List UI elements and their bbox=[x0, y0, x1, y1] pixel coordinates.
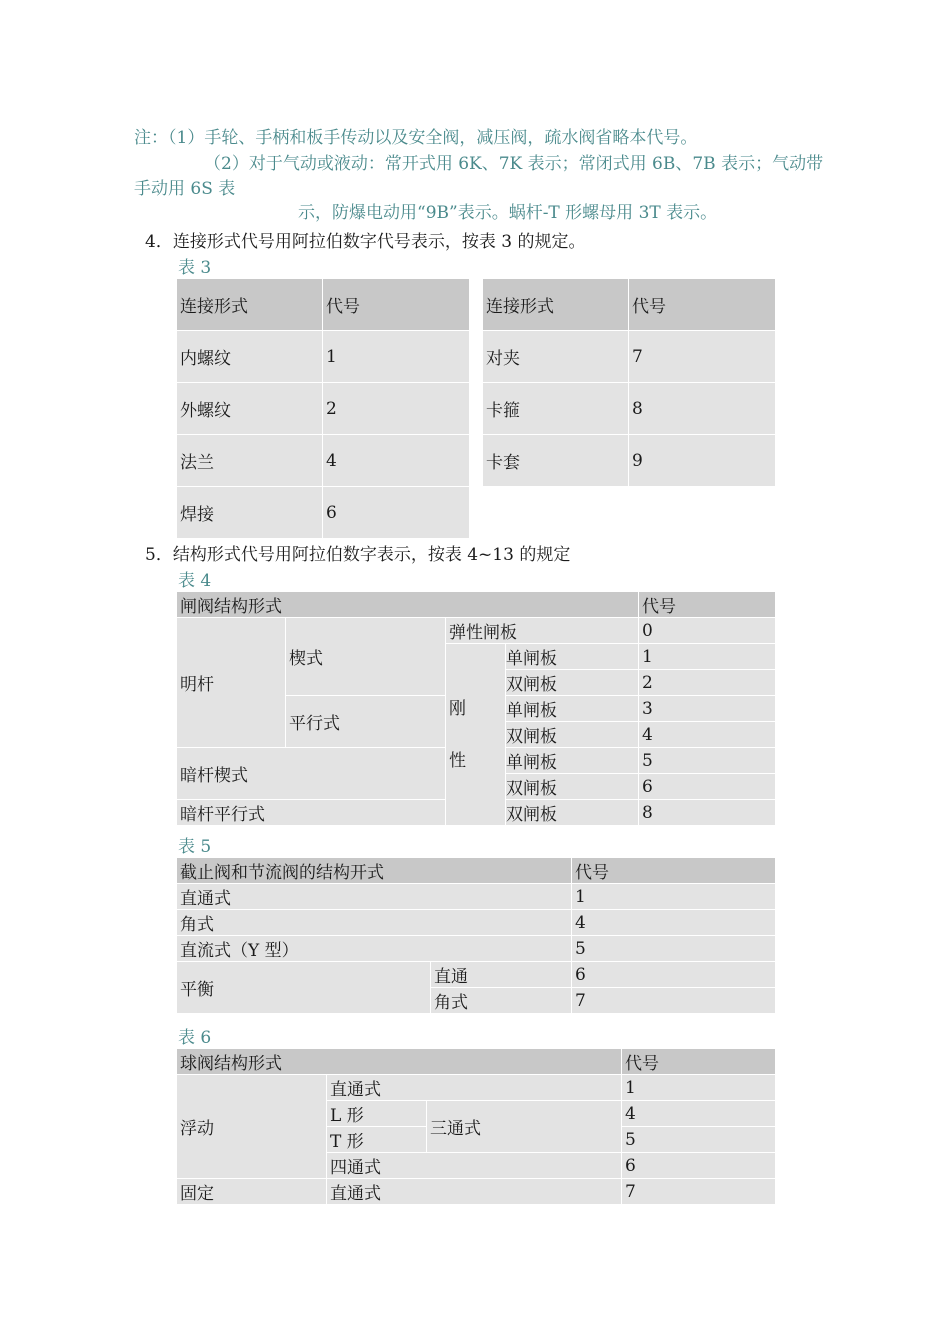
cell-form: 角式 bbox=[177, 910, 572, 936]
table3-left bbox=[176, 278, 470, 539]
cell-code: 4 bbox=[572, 910, 776, 936]
table3-right bbox=[482, 278, 776, 487]
cell-form: 焊接 bbox=[177, 487, 323, 539]
l-xing-cell: L 形 bbox=[327, 1101, 427, 1127]
ming-gan-cell: 明杆 bbox=[177, 618, 286, 748]
si-tong-cell: 四通式 bbox=[327, 1153, 622, 1179]
table-row bbox=[177, 910, 776, 936]
table3-right-header-form: 连接形式 bbox=[483, 279, 629, 331]
cell-code: 4 bbox=[323, 435, 470, 487]
cell-form: 直通 bbox=[431, 962, 572, 988]
cell-code: 9 bbox=[629, 435, 776, 487]
cell-form: 角式 bbox=[431, 988, 572, 1014]
cell-form: 卡箍 bbox=[483, 383, 629, 435]
table-row bbox=[177, 435, 470, 487]
table5-header-form: 截止阀和节流阀的结构开式 bbox=[177, 858, 572, 884]
table-row bbox=[177, 383, 470, 435]
paragraph-4: 4．连接形式代号用阿拉伯数字代号表示，按表 3 的规定。 bbox=[145, 232, 586, 252]
table6-header-code: 代号 bbox=[622, 1049, 776, 1075]
zhi-tong-cell: 直通式 bbox=[327, 1075, 622, 1101]
shuang-zha-ban-cell: 双闸板 bbox=[506, 722, 639, 748]
cell-form: 外螺纹 bbox=[177, 383, 323, 435]
table4-header-form: 闸阀结构形式 bbox=[177, 592, 639, 618]
table5-header-code: 代号 bbox=[572, 858, 776, 884]
table5 bbox=[176, 857, 776, 1014]
cell-code: 7 bbox=[572, 988, 776, 1014]
cell-code: 6 bbox=[323, 487, 470, 539]
san-tong-cell: 三通式 bbox=[427, 1101, 622, 1153]
note-line-1: 注：（1）手轮、手柄和板手传动以及安全阀，减压阀，疏水阀省略本代号。 bbox=[134, 128, 698, 148]
code-cell: 5 bbox=[622, 1127, 776, 1153]
note-line-3: 手动用 6S 表 bbox=[134, 179, 236, 199]
tan-xing-cell: 弹性闸板 bbox=[446, 618, 639, 644]
zhi-tong-cell: 直通式 bbox=[327, 1179, 622, 1205]
table4-caption: 表 4 bbox=[178, 571, 212, 591]
dan-zha-ban-cell: 单闸板 bbox=[506, 644, 639, 670]
code-cell: 2 bbox=[639, 670, 776, 696]
cell-code: 6 bbox=[572, 962, 776, 988]
code-cell: 1 bbox=[622, 1075, 776, 1101]
an-gan-ping-cell: 暗杆平行式 bbox=[177, 800, 446, 826]
gang-xing-char-2: 性 bbox=[449, 750, 466, 771]
table4-header-code: 代号 bbox=[639, 592, 776, 618]
gang-xing-char-1: 刚 bbox=[449, 698, 466, 719]
cell-code: 2 bbox=[323, 383, 470, 435]
table-row bbox=[177, 884, 776, 910]
table-row bbox=[483, 435, 776, 487]
table-row bbox=[483, 383, 776, 435]
gu-ding-cell: 固定 bbox=[177, 1179, 327, 1205]
table6 bbox=[176, 1048, 776, 1205]
code-cell: 6 bbox=[622, 1153, 776, 1179]
table-row bbox=[483, 331, 776, 383]
code-cell: 4 bbox=[639, 722, 776, 748]
table-row bbox=[177, 962, 776, 988]
code-cell: 1 bbox=[639, 644, 776, 670]
table3-right-header-code: 代号 bbox=[629, 279, 776, 331]
code-cell: 6 bbox=[639, 774, 776, 800]
table3-caption: 表 3 bbox=[178, 258, 212, 278]
shuang-zha-ban-cell: 双闸板 bbox=[506, 670, 639, 696]
xie-shi-cell: 楔式 bbox=[286, 618, 446, 696]
code-cell: 4 bbox=[622, 1101, 776, 1127]
code-cell: 8 bbox=[639, 800, 776, 826]
cell-code: 1 bbox=[572, 884, 776, 910]
dan-zha-ban-cell: 单闸板 bbox=[506, 748, 639, 774]
table-row bbox=[177, 936, 776, 962]
table-row bbox=[177, 331, 470, 383]
paragraph-5: 5．结构形式代号用阿拉伯数字表示，按表 4~13 的规定 bbox=[145, 545, 571, 565]
cell-form: 对夹 bbox=[483, 331, 629, 383]
table6-header-form: 球阀结构形式 bbox=[177, 1049, 622, 1075]
table3-left-header-form: 连接形式 bbox=[177, 279, 323, 331]
table6-caption: 表 6 bbox=[178, 1028, 212, 1048]
code-cell: 3 bbox=[639, 696, 776, 722]
cell-form: 直通式 bbox=[177, 884, 572, 910]
cell-form: 卡套 bbox=[483, 435, 629, 487]
cell-code: 7 bbox=[629, 331, 776, 383]
note-line-4: 示，防爆电动用“9B”表示。蜗杆-T 形螺母用 3T 表示。 bbox=[298, 203, 718, 223]
table5-caption: 表 5 bbox=[178, 837, 212, 857]
table-row bbox=[177, 487, 470, 539]
ping-xing-shi-cell: 平行式 bbox=[286, 696, 446, 748]
balance-cell: 平衡 bbox=[177, 962, 431, 1014]
table3-left-header-code: 代号 bbox=[323, 279, 470, 331]
shuang-zha-ban-cell: 双闸板 bbox=[506, 774, 639, 800]
an-gan-xie-cell: 暗杆楔式 bbox=[177, 748, 446, 800]
fu-dong-cell: 浮动 bbox=[177, 1075, 327, 1179]
shuang-zha-ban-cell: 双闸板 bbox=[506, 800, 639, 826]
note-line-2: （2）对于气动或液动：常开式用 6K、7K 表示；常闭式用 6B、7B 表示；气动带 bbox=[204, 154, 824, 174]
gang-xing-cell bbox=[446, 644, 506, 826]
t-xing-cell: T 形 bbox=[327, 1127, 427, 1153]
dan-zha-ban-cell: 单闸板 bbox=[506, 696, 639, 722]
code-cell: 5 bbox=[639, 748, 776, 774]
code-cell: 7 bbox=[622, 1179, 776, 1205]
cell-form: 直流式（Y 型） bbox=[177, 936, 572, 962]
cell-code: 1 bbox=[323, 331, 470, 383]
table4 bbox=[176, 591, 776, 826]
cell-code: 5 bbox=[572, 936, 776, 962]
cell-code: 8 bbox=[629, 383, 776, 435]
cell-form: 内螺纹 bbox=[177, 331, 323, 383]
code-cell: 0 bbox=[639, 618, 776, 644]
cell-form: 法兰 bbox=[177, 435, 323, 487]
